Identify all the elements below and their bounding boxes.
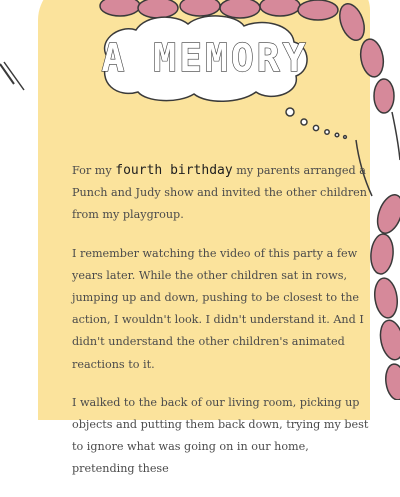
right-sausage-string-top (335, 0, 394, 113)
left-stroke (4, 62, 24, 90)
fourth-birthday-highlight: fourth birthday (115, 163, 233, 178)
story-paragraph-2: I remember watching the video of this party a few years later. While the other children sat in rows, jumping up and down, pushing to be closest to the action, I wouldn't look. I didn't understand it. And I didn't understand the other children's animated reactions to it. (72, 246, 364, 371)
title-cloud (90, 14, 320, 89)
story-paragraph-3: I walked to the back of our living room, picking up objects and putting them back down, trying my best to ignore what was going on in our home, pretending these (72, 395, 369, 476)
page-title: A MEMORY (101, 36, 309, 80)
string-line (392, 112, 400, 160)
right-sausage-string-bottom (369, 191, 400, 400)
story-text (72, 160, 372, 497)
story-paragraph-1 (72, 160, 372, 227)
p1-before: For my (72, 164, 116, 177)
p1-after: my parents arranged a Punch and Judy show and invited the other children from my playgroup. (72, 164, 368, 222)
